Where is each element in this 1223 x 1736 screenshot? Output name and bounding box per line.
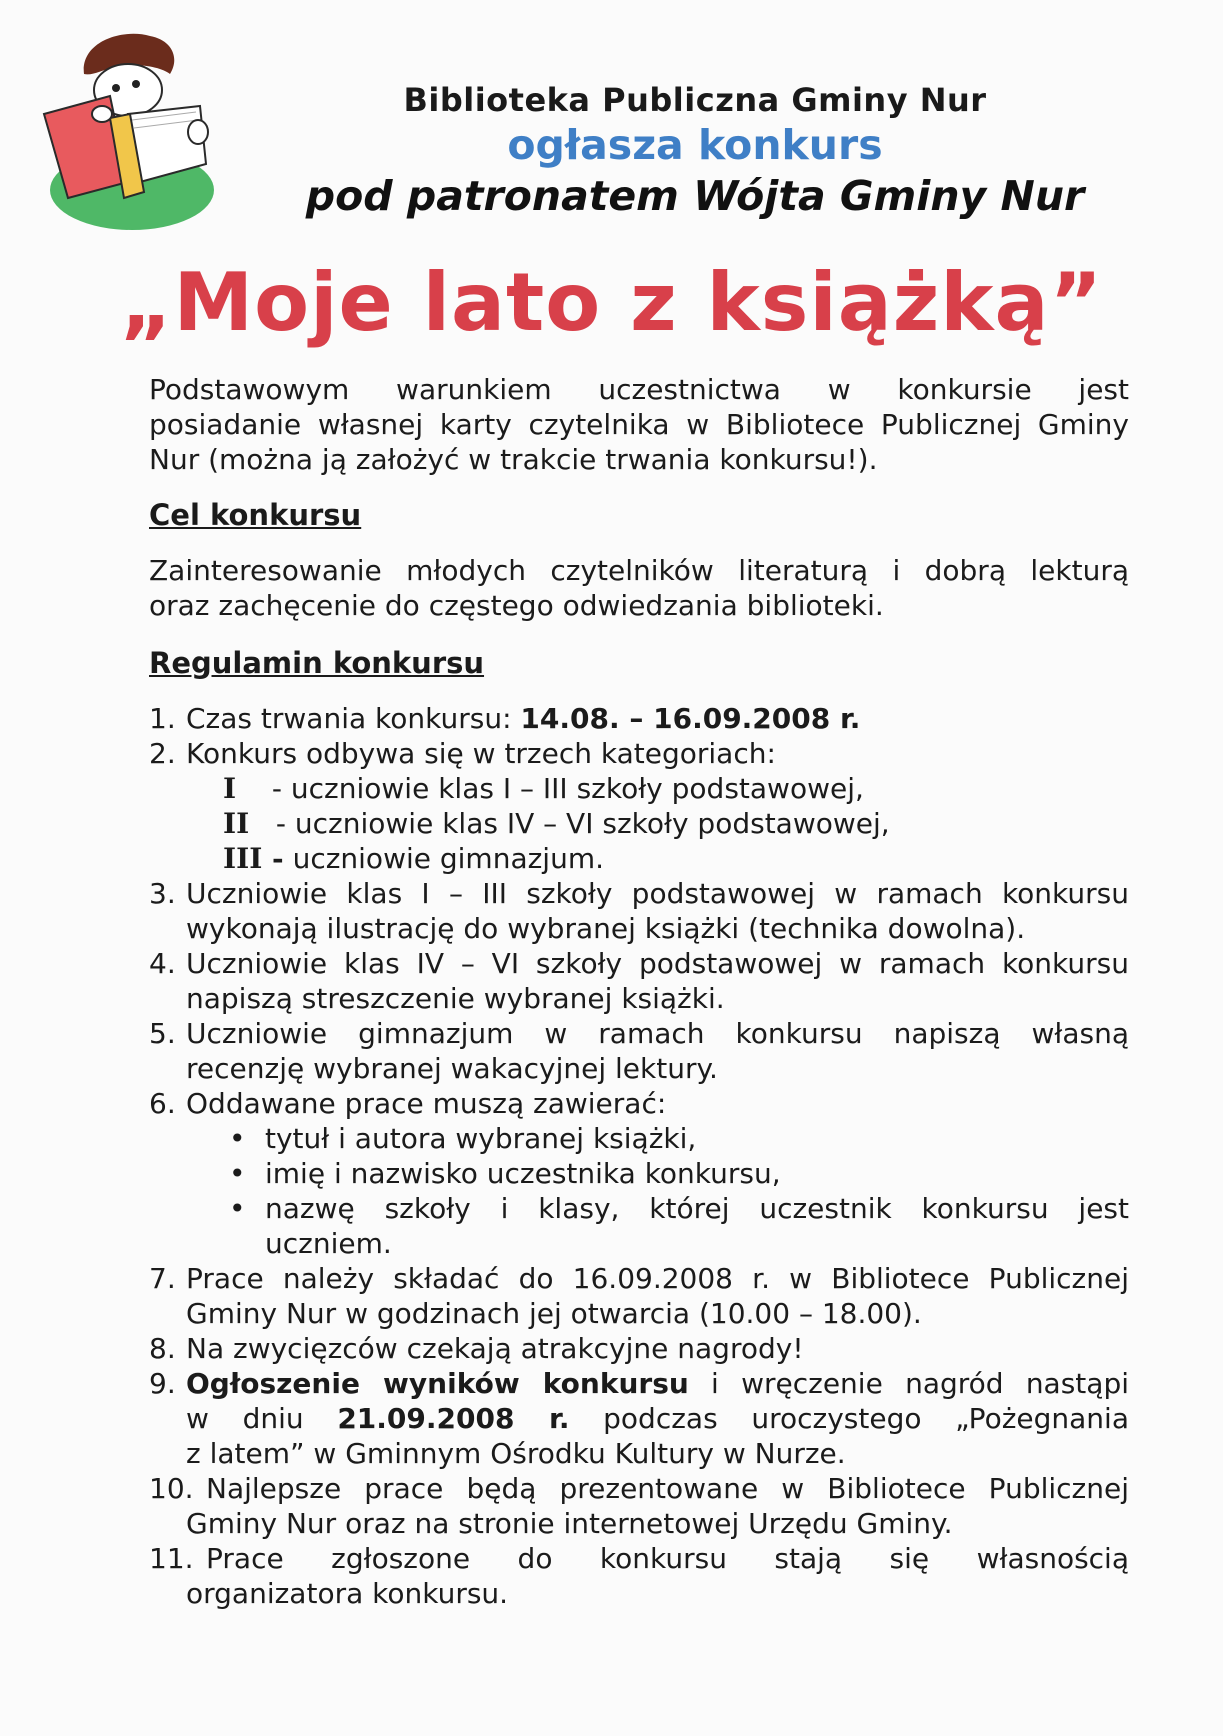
announcement-line: ogłasza konkurs	[507, 121, 883, 169]
item-text: i wręczenie nagród nastąpi	[688, 1367, 1129, 1400]
ceremony-date: 21.09.2008 r.	[337, 1402, 570, 1435]
category-text: uczniowie gimnazjum.	[283, 842, 605, 875]
item-number: 9.	[149, 1367, 176, 1400]
bullet-item	[149, 1191, 1129, 1261]
rules-heading: Regulamin konkursu	[149, 646, 485, 680]
list-item	[149, 1261, 1129, 1331]
item-text: Oddawane prace muszą zawierać:	[186, 1087, 667, 1120]
text-line: Uczniowie klas I – III szkoły podstawowej w ramach konkursu	[186, 877, 1129, 910]
category-code: II	[223, 807, 250, 840]
item-text: Konkurs odbywa się w trzech kategoriach:	[186, 737, 776, 770]
text-line: oraz zachęcenie do częstego odwiedzania biblioteki.	[149, 589, 884, 622]
category-code: III -	[223, 842, 284, 875]
patronage-line: pod patronatem Wójta Gminy Nur	[305, 172, 1085, 220]
text-line: uczniem.	[265, 1227, 392, 1260]
rules-list	[149, 701, 1129, 1611]
item-number: 6.	[149, 1087, 176, 1120]
text-line: organizatora konkursu.	[186, 1577, 509, 1610]
text-line: Gminy Nur oraz na stronie internetowej Urzędu Gminy.	[186, 1507, 953, 1540]
list-item	[149, 946, 1129, 1016]
list-item	[149, 701, 1129, 736]
item-number: 1.	[149, 702, 176, 735]
list-item	[149, 1331, 1129, 1366]
text-line: recenzję wybranej wakacyjnej lektury.	[186, 1052, 718, 1085]
category-row	[149, 771, 1129, 806]
text-line: Nur (można ją założyć w trakcie trwania konkursu!).	[149, 443, 878, 476]
bullet-icon: •	[229, 1157, 246, 1190]
text-line	[186, 1401, 1129, 1436]
item-number: 8.	[149, 1332, 176, 1365]
text-line: Uczniowie klas IV – VI szkoły podstawowej w ramach konkursu	[186, 947, 1129, 980]
category-code: I	[223, 772, 237, 805]
item-number: 10.	[149, 1472, 194, 1505]
document-body	[149, 372, 1129, 1611]
text-line: z latem” w Gminnym Ośrodku Kultury w Nurze.	[186, 1437, 846, 1470]
intro-paragraph	[149, 372, 1129, 477]
bullet-icon: •	[229, 1192, 246, 1225]
category-row	[149, 806, 1129, 841]
text-line: napiszą streszczenie wybranej książki.	[186, 982, 725, 1015]
child-reading-book-logo	[32, 22, 232, 242]
item-number: 4.	[149, 947, 176, 980]
text-line	[186, 1366, 1129, 1401]
item-number: 7.	[149, 1262, 176, 1295]
item-text: Czas trwania konkursu:	[186, 702, 521, 735]
contest-dates: 14.08. – 16.09.2008 r.	[520, 702, 861, 735]
item-number: 5.	[149, 1017, 176, 1050]
list-item	[149, 1541, 1129, 1611]
list-item	[149, 1471, 1129, 1541]
bullet-text: imię i nazwisko uczestnika konkursu,	[265, 1157, 781, 1190]
bullet-text: tytuł i autora wybranej książki,	[265, 1122, 697, 1155]
text-line: Gminy Nur w godzinach jej otwarcia (10.00 – 18.00).	[186, 1297, 922, 1330]
text-line: Najlepsze prace będą prezentowane w Bibliotece Publicznej	[206, 1472, 1129, 1505]
text-line: Zainteresowanie młodych czytelników literaturą i dobrą lekturą	[149, 554, 1129, 587]
category-text: - uczniowie klas I – III szkoły podstawowej,	[263, 772, 864, 805]
item-number: 11.	[149, 1542, 194, 1575]
list-item	[149, 1086, 1129, 1121]
text-line: posiadanie własnej karty czytelnika w Bibliotece Publicznej Gminy	[149, 408, 1129, 441]
text-line: Prace należy składać do 16.09.2008 r. w Bibliotece Publicznej	[186, 1262, 1129, 1295]
text-line: Uczniowie gimnazjum w ramach konkursu napiszą własną	[186, 1017, 1129, 1050]
goal-paragraph	[149, 553, 1129, 623]
text-line: Prace zgłoszone do konkursu stają się własnością	[206, 1542, 1129, 1575]
item-text: podczas uroczystego „Pożegnania	[569, 1402, 1129, 1435]
list-item	[149, 736, 1129, 771]
header	[250, 80, 1110, 222]
category-row	[149, 841, 1129, 876]
list-item	[149, 1016, 1129, 1086]
bullet-icon: •	[229, 1122, 246, 1155]
item-text: Na zwycięzców czekają atrakcyjne nagrody!	[186, 1332, 804, 1365]
text-line: nazwę szkoły i klasy, której uczestnik konkursu jest	[265, 1192, 1129, 1225]
contest-title: „Moje lato z książką”	[119, 256, 1104, 349]
item-text: w dniu	[186, 1402, 338, 1435]
results-announcement: Ogłoszenie wyników konkursu	[186, 1367, 689, 1400]
item-number: 3.	[149, 877, 176, 910]
text-line: Podstawowym warunkiem uczestnictwa w konkursie jest	[149, 373, 1129, 406]
item-number: 2.	[149, 737, 176, 770]
bullet-item	[149, 1121, 1129, 1156]
library-name: Biblioteka Publiczna Gminy Nur	[403, 81, 987, 119]
category-text: - uczniowie klas IV – VI szkoły podstawowej,	[267, 807, 890, 840]
goal-heading: Cel konkursu	[149, 498, 362, 532]
list-item	[149, 876, 1129, 946]
list-item	[149, 1366, 1129, 1471]
text-line: wykonają ilustrację do wybranej książki (technika dowolna).	[186, 912, 1026, 945]
bullet-item	[149, 1156, 1129, 1191]
